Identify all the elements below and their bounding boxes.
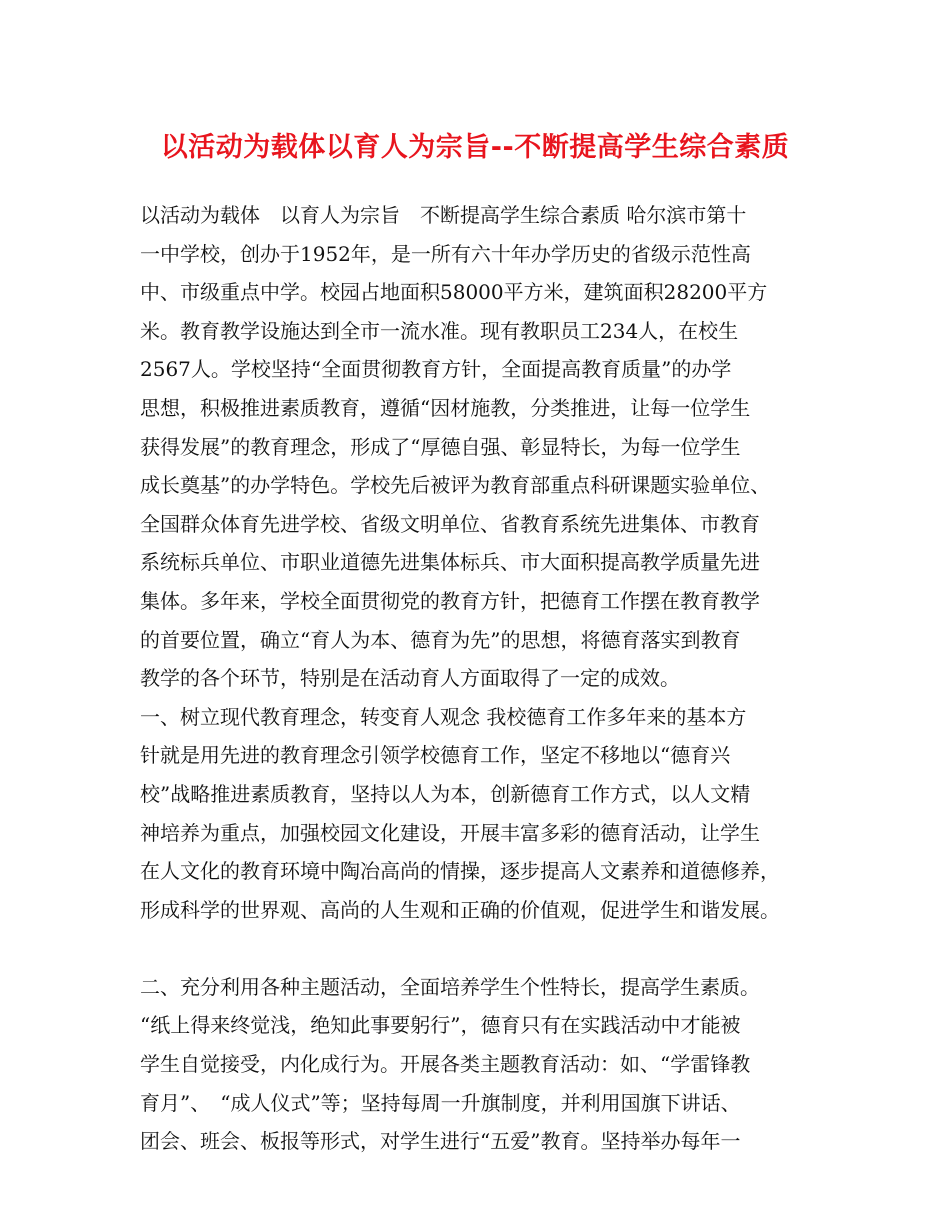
text-line: 校”战略推进素质教育，坚持以人为本，创新德育工作方式，以人文精: [140, 781, 751, 806]
paragraph-section-1: [140, 698, 830, 930]
text-line: 育月”、 “成人仪式”等；坚持每周一升旗制度，并利用国旗下讲话、: [140, 1090, 741, 1115]
text-line: 团会、班会、板报等形式，对学生进行“五爱”教育。坚持举办每年一: [140, 1129, 741, 1154]
text-line: “纸上得来终觉浅，绝知此事要躬行”，德育只有在实践活动中才能被: [140, 1013, 741, 1038]
text-line: 2567人。学校坚持“全面贯彻教育方针，全面提高教育质量”的办学: [140, 357, 732, 382]
paragraph-intro: [140, 196, 830, 698]
text-line: 针就是用先进的教育理念引领学校德育工作，坚定不移地以“德育兴: [140, 743, 731, 768]
text-line: 成长奠基”的办学特色。学校先后被评为教育部重点科研课题实验单位、: [140, 473, 771, 498]
text-line: 以活动为载体 以育人为宗旨 不断提高学生综合素质 哈尔滨市第十: [140, 203, 747, 227]
text-line: 形成科学的世界观、高尚的人生观和正确的价值观，促进学生和谐发展。: [140, 897, 780, 922]
text-line: 获得发展”的教育理念，形成了“厚德自强、彰显特长，为每一位学生: [140, 434, 741, 459]
document-body: [140, 196, 830, 1161]
text-line: 中、市级重点中学。校园占地面积58000平方米，建筑面积28200平方: [140, 280, 768, 305]
text-line: 二、充分利用各种主题活动，全面培养学生个性特长，提高学生素质。: [140, 974, 760, 999]
text-line: 在人文化的教育环境中陶冶高尚的情操，逐步提高人文素养和道德修养，: [140, 859, 780, 884]
text-line: 思想，积极推进素质教育，遵循“因材施教，分类推进，让每一位学生: [140, 395, 751, 420]
text-line: 的首要位置，确立“育人为本、德育为先”的思想，将德育落实到教育: [140, 627, 741, 652]
text-line: 集体。多年来，学校全面贯彻党的教育方针，把德育工作摆在教育教学: [140, 588, 760, 613]
text-line: 米。教育教学设施达到全市一流水准。现有教职员工234人，在校生: [140, 318, 739, 343]
text-line: 学生自觉接受，内化成行为。开展各类主题教育活动：如、“学雷锋教: [140, 1052, 751, 1077]
document-title: 以活动为载体以育人为宗旨--不断提高学生综合素质: [160, 132, 790, 163]
paragraph-section-2: [140, 968, 830, 1161]
text-line: 系统标兵单位、市职业道德先进集体标兵、市大面积提高教学质量先进: [140, 550, 760, 575]
text-line: 神培养为重点，加强校园文化建设，开展丰富多彩的德育活动，让学生: [140, 820, 760, 845]
paragraph-gap: [140, 929, 830, 968]
text-line: 教学的各个环节，特别是在活动育人方面取得了一定的成效。: [140, 666, 680, 691]
text-line: 全国群众体育先进学校、省级文明单位、省教育系统先进集体、市教育: [140, 511, 760, 536]
text-line: 一中学校，创办于1952年，是一所有六十年办学历史的省级示范性高: [140, 241, 751, 266]
text-line: 一、树立现代教育理念，转变育人观念 我校德育工作多年来的基本方: [140, 704, 747, 729]
